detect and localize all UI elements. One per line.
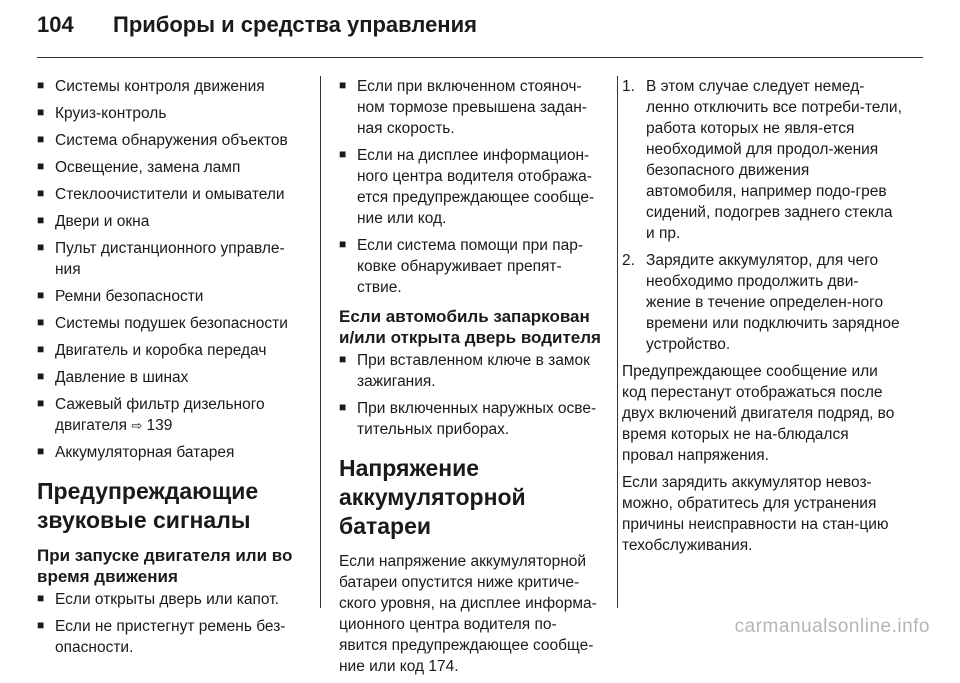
list-item: ■ Система обнаружения объектов (37, 130, 307, 151)
watermark: carmanualsonline.info (734, 616, 930, 637)
list-item: ■ При включенных наружных осве-тительных приборах. (339, 398, 603, 440)
paragraph: Предупреждающее сообщение или код перестанут отображаться после двух включений двигателя подряд, во время которых не на-блюдался провал напряжения. (622, 363, 895, 464)
list-item: ■ При вставленном ключе в замок зажигания. (339, 350, 603, 392)
list-item: ■ Если при включенном стояноч-ном тормозе превышена задан-ная скорость. (339, 76, 603, 139)
list-item: ■ Освещение, замена ламп (37, 157, 307, 178)
paragraph: Если напряжение аккумуляторной батареи опустится ниже критиче-ского уровня, на дисплее информа-ционного центра водителя по-явится предупреждающее сообще-ние или код 174. (339, 553, 597, 675)
list-item: ■ Пульт дистанционного управле-ния (37, 238, 307, 280)
section-heading: Предупреждающие звуковые сигналы (37, 478, 259, 533)
list-item (37, 394, 307, 436)
steps-list (622, 76, 902, 355)
page-title: Приборы и средства управления (113, 12, 477, 37)
subsection-heading: При запуске двигателя или во время движения (37, 546, 293, 586)
list-item: ■ Системы контроля движения (37, 76, 307, 97)
column-divider (320, 76, 321, 608)
paragraph: Если зарядить аккумулятор невоз-можно, обратитесь для устранения причины неисправности на стан-цию техобслуживания. (622, 474, 889, 554)
list-item-text: Сажевый фильтр дизельного двигателя (55, 396, 265, 434)
list-item: ■ Двери и окна (37, 211, 307, 232)
step-item (622, 76, 902, 244)
column-2 (339, 76, 603, 683)
section-heading: Напряжение аккумуляторной батареи (339, 455, 526, 539)
step-item (622, 250, 902, 355)
list-item: ■ Ремни безопасности (37, 286, 307, 307)
list-item: ■ Системы подушек безопасности (37, 313, 307, 334)
list-item: ■ Если не пристегнут ремень без-опасности. (37, 616, 307, 658)
list-item: ■ Если на дисплее информацион-ного центра водителя отобража-ется предупреждающее сообще-ние или код. (339, 145, 603, 229)
list-item: ■ Если открыты дверь или капот. (37, 589, 307, 610)
list-item: ■ Двигатель и коробка передач (37, 340, 307, 361)
list-item: ■ Стеклоочистители и омыватели (37, 184, 307, 205)
condition-list (37, 589, 307, 658)
page-reference-link[interactable]: 139 (146, 417, 173, 434)
header-rule (37, 57, 923, 58)
column-1 (37, 76, 307, 664)
list-item: ■ Давление в шинах (37, 367, 307, 388)
page-reference-arrow-icon[interactable]: ⇨ (131, 418, 143, 433)
step-text: В этом случае следует немед-ленно отключить все потреби-тели, работа которых не явля-ется необходимой для продол-жения безопасного движения автомобиля, например подо-грев сидений, подогрев заднего стекла и пр. (646, 78, 902, 242)
page-number: 104 (37, 12, 74, 37)
subsection-heading: Если автомобиль запаркован и/или открыта дверь водителя (339, 307, 601, 347)
list-item: ■ Если система помощи при пар-ковке обнаруживает препят-ствие. (339, 235, 603, 298)
topic-list (37, 76, 307, 463)
step-number: 1. (622, 78, 635, 95)
condition-list (339, 76, 603, 298)
step-text: Зарядите аккумулятор, для чего необходимо продолжить дви-жение в течение определен-ного времени или подключить зарядное устройство. (646, 252, 900, 353)
column-divider (617, 76, 618, 608)
list-item: ■ Аккумуляторная батарея (37, 442, 307, 463)
column-3 (622, 76, 902, 562)
step-number: 2. (622, 252, 635, 269)
page-header (37, 12, 477, 38)
list-item: ■ Круиз-контроль (37, 103, 307, 124)
condition-list (339, 350, 603, 440)
